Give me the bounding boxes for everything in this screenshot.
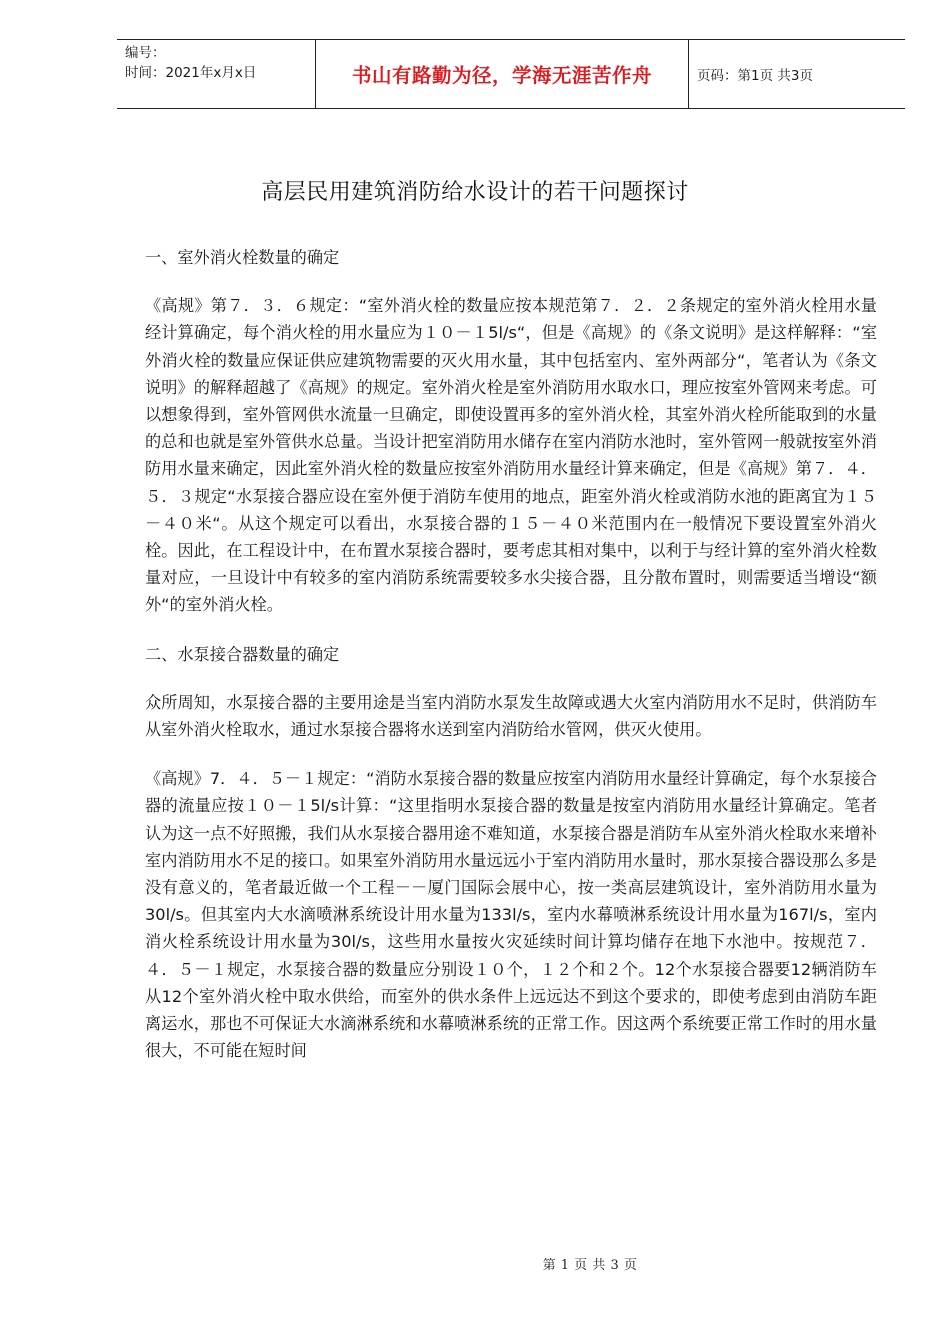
page-number: 第 1 页 共 3 页 — [542, 1258, 638, 1273]
document-number-label: 编号： — [125, 45, 166, 61]
section-paragraph: 众所周知，水泵接合器的主要用途是当室内消防水泵发生故障或遇大火室内消防用水不足时，供消防车从室外消火栓取水，通过水泵接合器将水送到室内消防给水管网，供灭火使用。 — [145, 692, 877, 740]
section-heading: 一、室外消火栓数量的确定 — [145, 248, 340, 267]
document-body — [145, 244, 877, 1086]
header-page-info: 页码：第1页 共3页 — [697, 68, 813, 84]
document-title: 高层民用建筑消防给水设计的若干问题探讨 — [261, 180, 689, 205]
page-header — [117, 39, 905, 109]
header-motto: 书山有路勤为径，学海无涯苦作舟 — [315, 40, 689, 108]
document-time-label: 时间：2021年x月x日 — [125, 65, 257, 81]
section-paragraph: 《高规》第７．３．６规定：“室外消火栓的数量应按本规范第７．２．２条规定的室外消火栓用水量经计算确定，每个消火栓的用水量应为１０－１5l/s“，但是《高规》的《条文说明》是这样解释：“室外消火栓的数量应保证供应建筑物需要的灭火用水量，其中包括室内、室外两部分“，笔者认为《条文说明》的解释超越了《高规》的规定。室外消火栓是室外消防用水取水口，理应按室外管网来考虑。可以想象得到，室外管网供水流量一旦确定，即使设置再多的室外消火栓，其室外消火栓所能取到的水量的总和也就是室外管供水总量。当设计把室消防用水储存在室内消防水池时，室外管网一般就按室外消防用水量来确定，因此室外消火栓的数量应按室外消防用水量经计算来确定，但是《高规》第７．４．５．３规定“水泵接合器应设在室外便于消防车使用的地点，距室外消火栓或消防水池的距离宜为１５－４０米“。从这个规定可以看出，水泵接合器的１５－４０米范围内在一般情况下要设置室外消火栓。因此，在工程设计中，在布置水泵接合器时，要考虑其相对集中，以利于与经计算的室外消火栓数量对应，一旦设计中有较多的室内消防系统需要较多水尖接合器，且分散布置时，则需要适当增设“额外“的室外消火栓。 — [145, 296, 877, 615]
section-paragraph: 《高规》7．４．５－１规定：“消防水泵接合器的数量应按室内消防用水量经计算确定，每个水泵接合器的流量应按１０－１5l/s计算：“这里指明水泵接合器的数量是按室内消防用水量经计算确定。笔者认为这一点不好照搬，我们从水泵接合器用途不难知道，水泵接合器是消防车从室外消火栓取水来增补室内消防用水不足的接口。如果室外消防用水量远远小于室内消防用水量时，那水泵接合器设那么多是没有意义的，笔者最近做一个工程－－厦门国际会展中心，按一类高层建筑设计，室外消防用水量为30l/s。但其室内大水滴喷淋系统设计用水量为133l/s，室内水幕喷淋系统设计用水量为167l/s，室内消火栓系统设计用水量为30l/s，这些用水量按火灾延续时间计算均储存在地下水池中。按规范７．４．５－１规定，水泵接合器的数量应分别设１０个，１２个和２个。12个水泵接合器要12辆消防车从12个室外消火栓中取水供给，而室外的供水条件上远远达不到这个要求的，即使考虑到由消防车距离运水，那也不可保证大水滴淋系统和水幕喷淋系统的正常工作。因这两个系统要正常工作时的用水量很大，不可能在短时间 — [145, 769, 877, 1061]
section-heading: 二、水泵接合器数量的确定 — [145, 644, 340, 664]
page-footer — [0, 1254, 950, 1273]
header-meta — [117, 40, 315, 108]
